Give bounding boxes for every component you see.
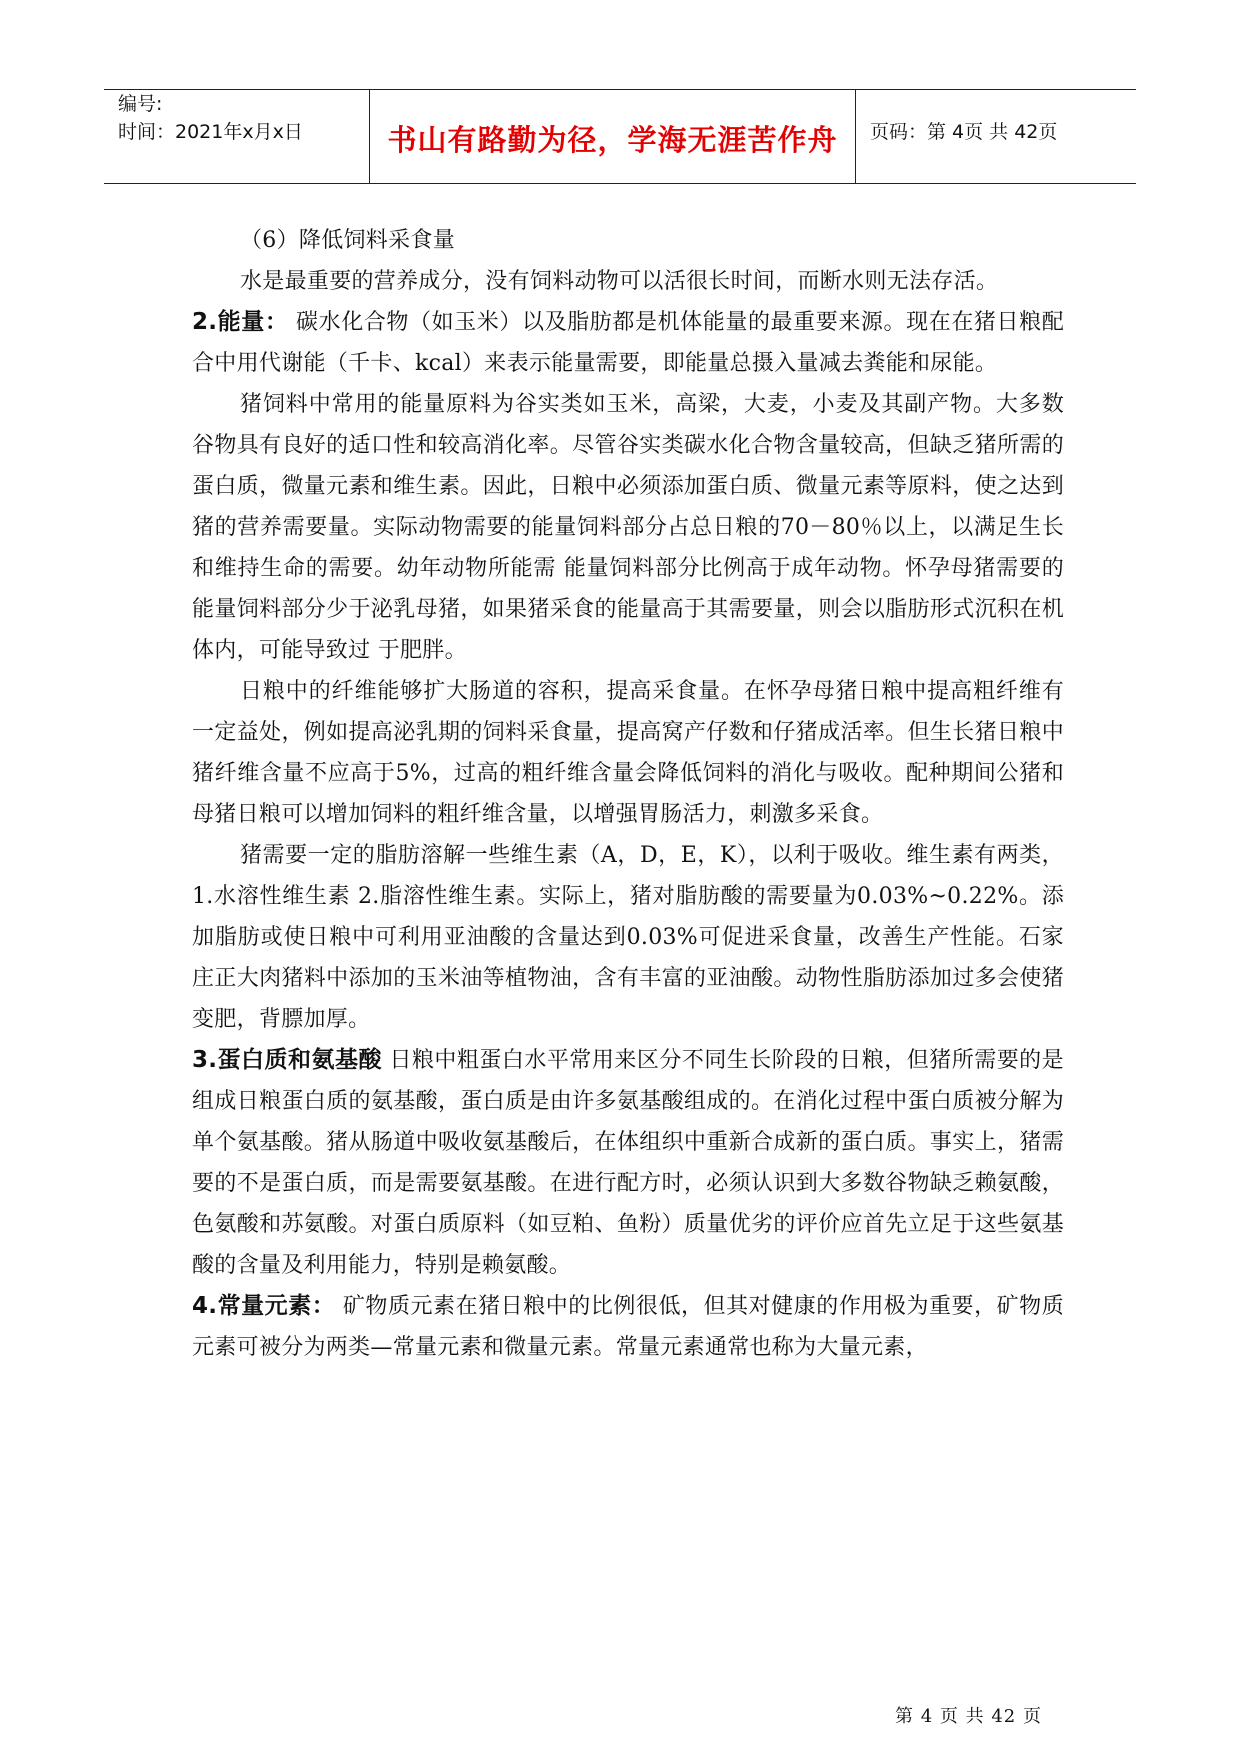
paragraph — [192, 835, 1064, 1040]
paragraph-text: 水是最重要的营养成分，没有饲料动物可以活很长时间，而断水则无法存活。 — [240, 269, 999, 294]
paragraph-text: 日粮中粗蛋白水平常用来区分不同生长阶段的日粮，但猪所需要的是组成日粮蛋白质的氨基酸，蛋白质是由许多氨基酸组成的。在消化过程中蛋白质被分解为单个氨基酸。猪从肠道中吸收氨基酸后，在体组织中重新合成新的蛋白质。事实上，猪需要的不是蛋白质，而是需要氨基酸。在进行配方时，必须认识到大多数谷物缺乏赖氨酸，色氨酸和苏氨酸。对蛋白质原料（如豆粕、鱼粉）质量优劣的评价应首先立足于这些氨基酸的含量及利用能力，特别是赖氨酸。 — [192, 1048, 1064, 1278]
header-page-cell — [856, 90, 1136, 183]
header-page-number: 页码：第 4页 共 42页 — [870, 121, 1058, 143]
paragraph-text: 矿物质元素在猪日粮中的比例很低，但其对健康的作用极为重要，矿物质元素可被分为两类—常量元素和微量元素。常量元素通常也称为大量元素， — [192, 1294, 1065, 1360]
section-heading: 3.蛋白质和氨基酸 — [192, 1047, 382, 1073]
document-header — [104, 89, 1136, 184]
section-heading: 4.常量元素： — [192, 1293, 336, 1319]
document-number-label: 编号: — [118, 93, 163, 115]
header-info-cell — [104, 90, 369, 183]
header-motto: 书山有路勤为径，学海无涯苦作舟 — [387, 123, 838, 157]
paragraph — [192, 261, 1064, 302]
section-paragraph-macro-elements — [192, 1286, 1064, 1368]
paragraph-text: （6）降低饲料采食量 — [240, 228, 455, 253]
paragraph — [192, 220, 1064, 261]
document-body — [192, 220, 1064, 1368]
paragraph — [192, 671, 1064, 835]
document-date-label: 时间：2021年x月x日 — [118, 121, 303, 143]
header-motto-cell — [369, 90, 856, 183]
section-paragraph-protein — [192, 1040, 1064, 1286]
paragraph-text: 猪需要一定的脂肪溶解一些维生素（A，D，E，K），以利于吸收。维生素有两类，1.水溶性维生素 2.脂溶性维生素。实际上，猪对脂肪酸的需要量为0.03%~0.22%。添加脂肪或使日粮中可利用亚油酸的含量达到0.03%可促进采食量，改善生产性能。石家庄正大肉猪料中添加的玉米油等植物油，含有丰富的亚油酸。动物性脂肪添加过多会使猪变肥，背膘加厚。 — [192, 843, 1064, 1032]
paragraph-text: 猪饲料中常用的能量原料为谷实类如玉米，高梁，大麦，小麦及其副产物。大多数谷物具有良好的适口性和较高消化率。尽管谷实类碳水化合物含量较高，但缺乏猪所需的蛋白质，微量元素和维生素。因此，日粮中必须添加蛋白质、微量元素等原料，使之达到猪的营养需要量。实际动物需要的能量饲料部分占总日粮的70－80％以上，以满足生长和维持生命的需要。幼年动物所能需 能量饲料部分比例高于成年动物。怀孕母猪需要的能量饲料部分少于泌乳母猪，如果猪采食的能量高于其需要量，则会以脂肪形式沉积在机体内，可能导致过 于肥胖。 — [192, 392, 1064, 663]
paragraph — [192, 384, 1064, 671]
section-heading: 2.能量： — [192, 309, 289, 335]
paragraph-text: 日粮中的纤维能够扩大肠道的容积，提高采食量。在怀孕母猪日粮中提高粗纤维有一定益处，例如提高泌乳期的饲料采食量，提高窝产仔数和仔猪成活率。但生长猪日粮中猪纤维含量不应高于5%，过高的粗纤维含量会降低饲料的消化与吸收。配种期间公猪和母猪日粮可以增加饲料的粗纤维含量，以增强胃肠活力，刺激多采食。 — [192, 679, 1064, 827]
page-footer-number: 第 4 页 共 42 页 — [895, 1706, 1042, 1727]
section-paragraph-energy — [192, 302, 1064, 384]
paragraph-text: 碳水化合物（如玉米）以及脂肪都是机体能量的最重要来源。现在在猪日粮配合中用代谢能（千卡、kcal）来表示能量需要，即能量总摄入量减去粪能和尿能。 — [192, 310, 1065, 376]
